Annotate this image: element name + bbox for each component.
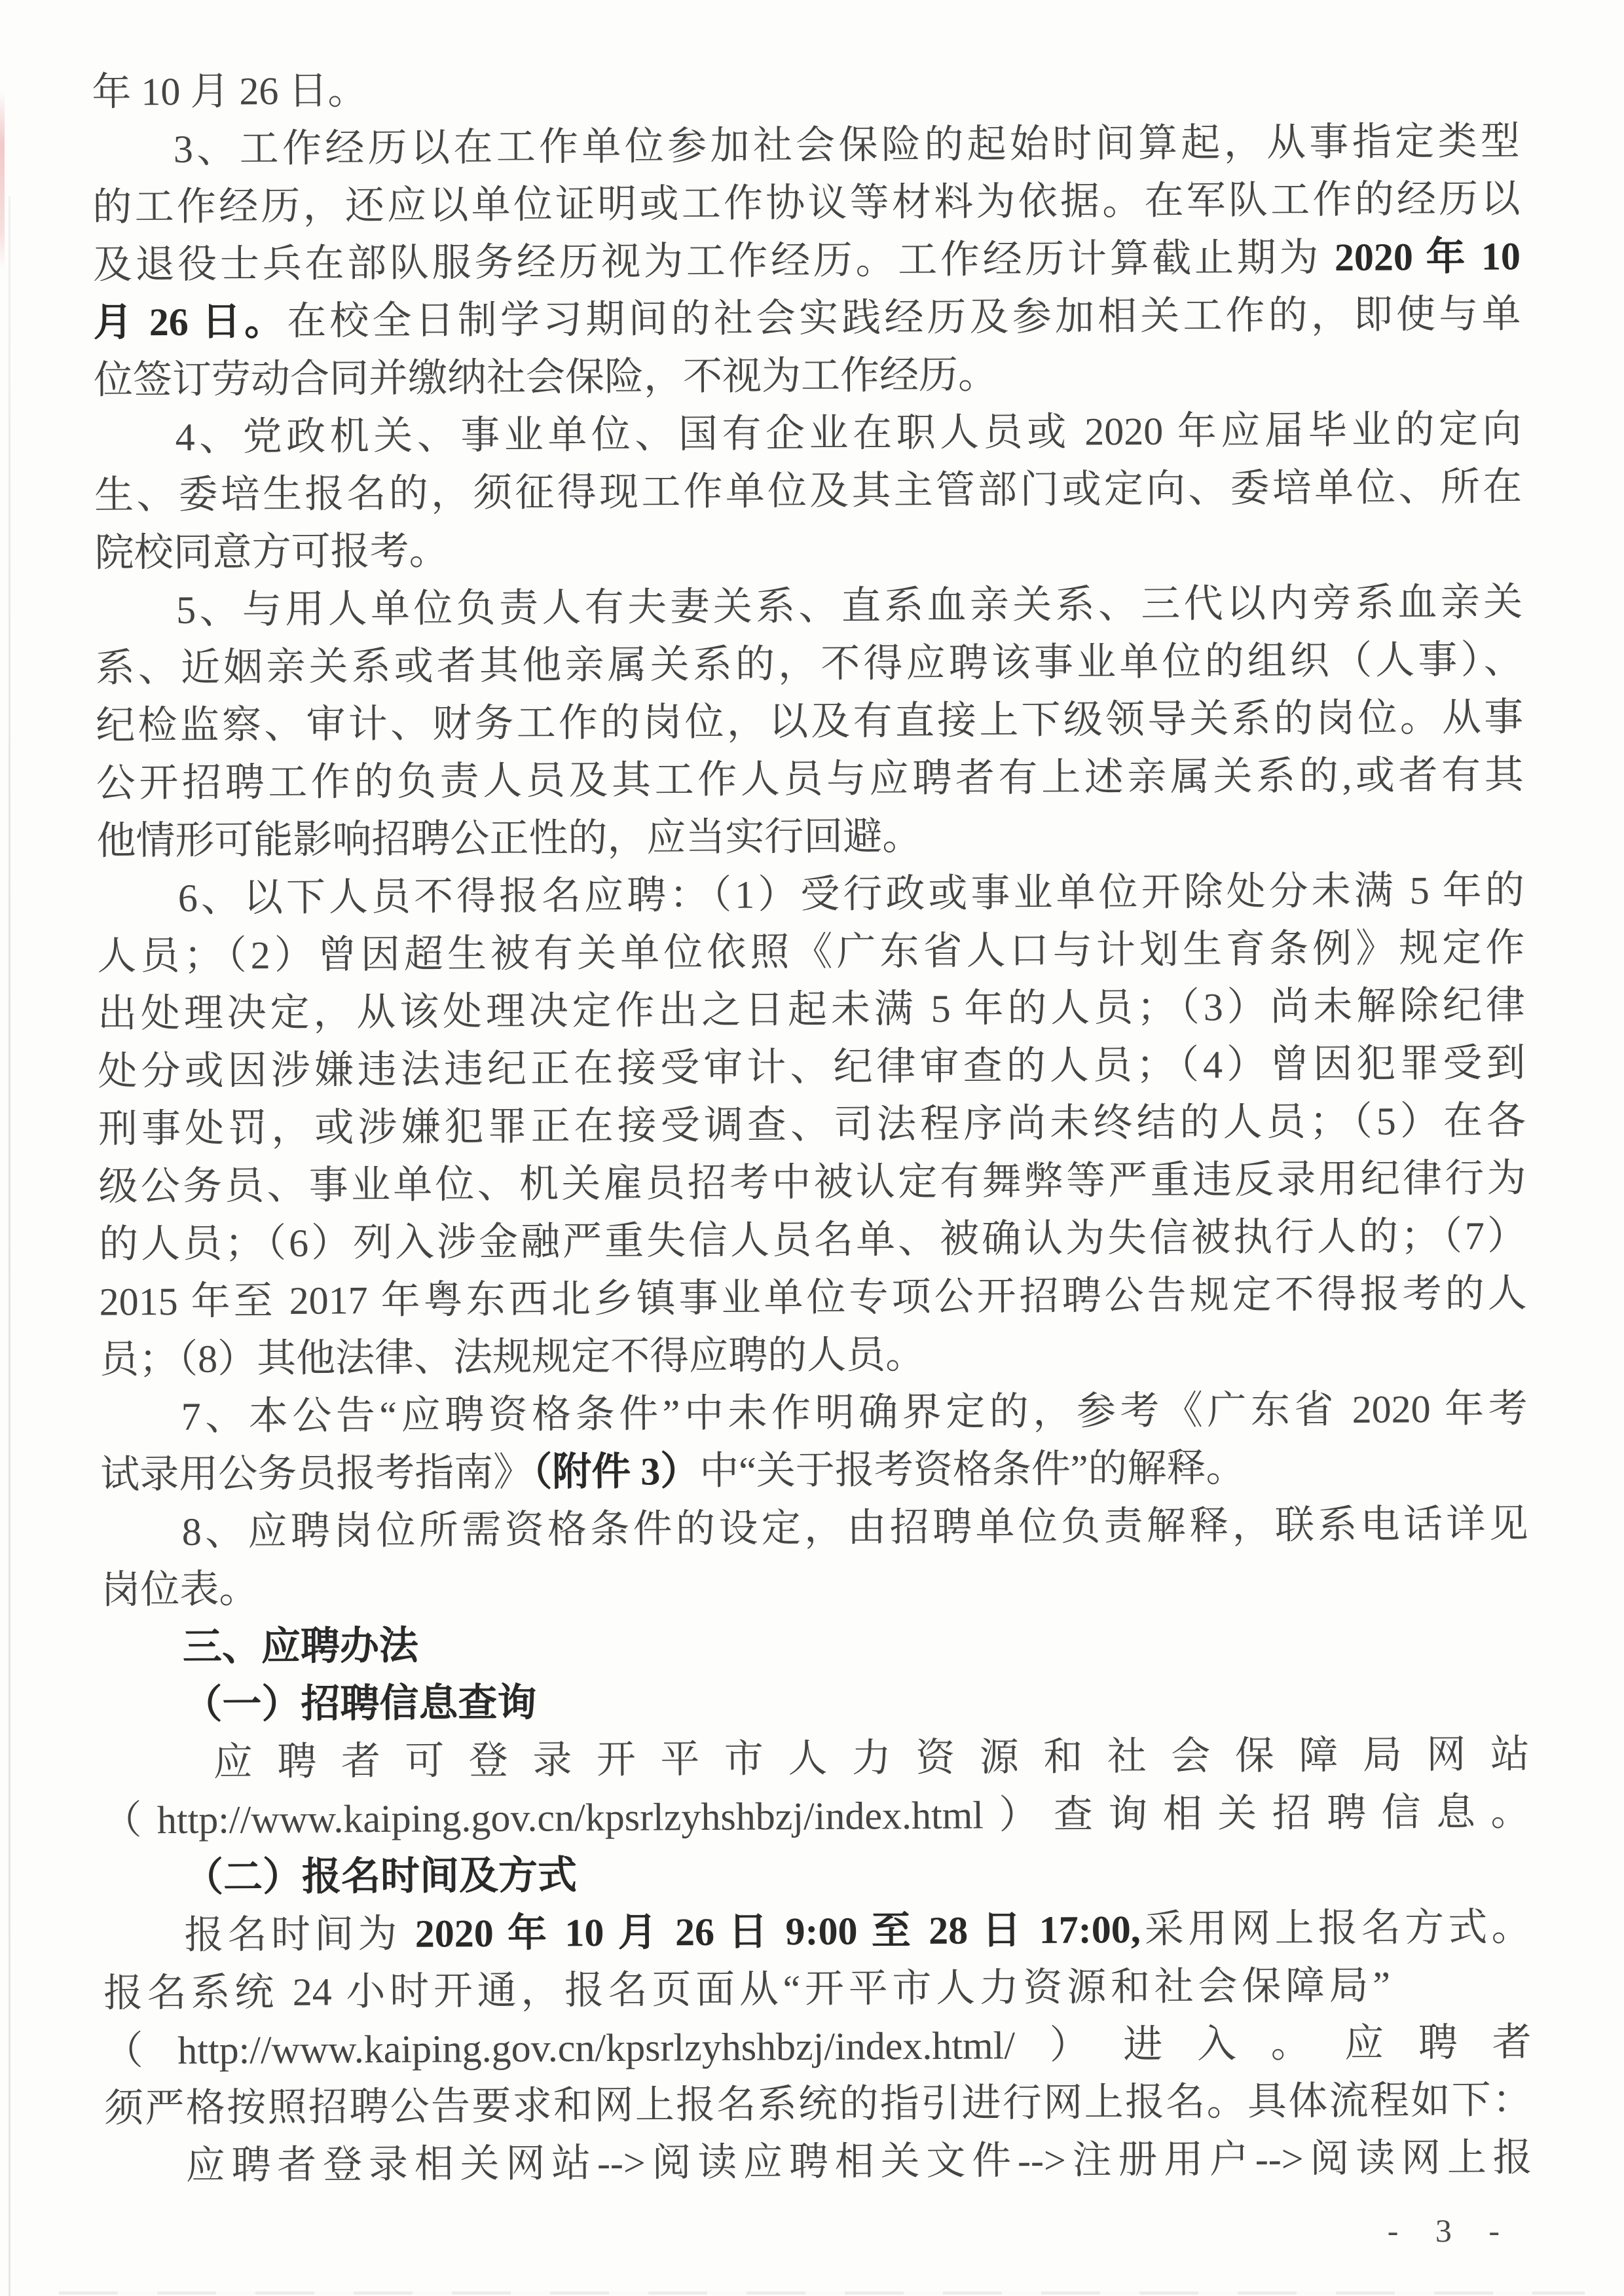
text-segment: 在校全日制学习期间的社会实践经历及参加相关工作的，即使与单	[287, 292, 1521, 343]
text-segment: 人员；（2）曾因超生被有关单位依照《广东省人口与计划生育条例》规定作	[97, 926, 1525, 978]
text-segment: 采用网上报名方式。	[1140, 1905, 1531, 1951]
text-line	[93, 285, 1521, 351]
text-line	[95, 573, 1522, 639]
text-line	[104, 2071, 1532, 2137]
text-line	[95, 630, 1522, 697]
text-segment: 试录用公务员报考指南》	[100, 1450, 533, 1497]
text-segment: 岗位表。	[101, 1567, 259, 1612]
text-line	[96, 688, 1523, 754]
bold-text-segment: （附件 3）	[532, 1449, 700, 1494]
text-segment: 中“关于报考资格条件”的解释。	[699, 1446, 1246, 1493]
text-line	[100, 1322, 1527, 1388]
bold-text-segment: 三、应聘办法	[182, 1624, 419, 1669]
text-segment: 院校同意方可报考。	[94, 529, 449, 575]
text-segment: 3、工作经历以在工作单位参加社会保险的起始时间算起，从事指定类型	[173, 119, 1521, 171]
text-line	[96, 803, 1524, 869]
text-line	[92, 170, 1520, 236]
text-segment: （http://www.kaiping.gov.cn/kpsrlzyhshbzj/index.html）查询相关招聘信息。	[102, 1790, 1530, 1842]
text-segment: 出处理决定，从该处理决定作出之日起未满 5 年的人员；（3）尚未解除纪律	[97, 983, 1526, 1036]
text-segment: 员；（8）其他法律、法规规定不得应聘的人员。	[99, 1332, 925, 1381]
text-segment: 报名系统 24 小时开通，报名页面从“开平市人力资源和社会保障局”	[103, 1963, 1391, 2015]
bold-text-segment: 月 26 日。	[93, 299, 287, 344]
text-line	[103, 1840, 1530, 1906]
text-line	[103, 1898, 1530, 1964]
text-line	[97, 919, 1524, 985]
text-segment: （http://www.kaiping.gov.cn/kpsrlzyhshbzj/index.html/）进入。应聘者	[103, 2020, 1532, 2073]
text-line	[98, 976, 1525, 1042]
text-segment: 2015 年至 2017 年粤东西北乡镇事业单位专项公开招聘公告规定不得报考的人	[99, 1271, 1527, 1324]
bold-text-segment: 2020 年 10	[1334, 234, 1521, 280]
text-segment: 7、本公告“应聘资格条件”中未作明确界定的，参考《广东省 2020 年考	[181, 1387, 1528, 1438]
text-segment: 生、委培生报名的，须征得现工作单位及其主管部门或定向、委培单位、所在	[94, 465, 1522, 517]
text-line	[103, 2013, 1531, 2079]
text-line	[104, 2128, 1532, 2195]
scan-artifact-bottom-smear	[59, 2291, 1585, 2295]
text-line	[102, 1783, 1530, 1849]
bold-text-segment: （一）招聘信息查询	[183, 1681, 537, 1726]
text-line	[98, 1091, 1526, 1157]
text-line	[101, 1667, 1529, 1734]
text-segment: 须严格按照招聘公告要求和网上报名系统的指引进行网上报名。具体流程如下：	[103, 2078, 1532, 2130]
text-segment: 的工作经历，还应以单位证明或工作协议等材料为依据。在军队工作的经历以	[92, 177, 1521, 229]
text-segment: 6、以下人员不得报名应聘：（1）受行政或事业单位开除处分未满 5 年的	[177, 868, 1525, 920]
text-line	[99, 1264, 1526, 1330]
text-line	[98, 1149, 1526, 1215]
text-line	[101, 1552, 1528, 1618]
text-line	[100, 1437, 1528, 1503]
text-line	[102, 1725, 1530, 1791]
text-segment: 纪检监察、审计、财务工作的岗位，以及有直接上下级领导关系的岗位。从事	[96, 695, 1524, 748]
text-segment: 他情形可能影响招聘公正性的，应当实行回避。	[96, 814, 922, 863]
text-segment: 位签订劳动合同并缴纳社会保险，不视为工作经历。	[93, 353, 998, 402]
text-line	[96, 746, 1524, 812]
text-segment: 5、与用人单位负责人有夫妻关系、直系血亲关系、三代以内旁系血亲关	[175, 580, 1523, 632]
text-segment: 刑事处罚，或涉嫌犯罪正在接受调查、司法程序尚未终结的人员；（5）在各	[98, 1099, 1526, 1151]
text-line	[94, 458, 1522, 524]
text-line	[99, 1207, 1526, 1273]
text-line	[103, 1956, 1531, 2022]
bold-text-segment: 2020 年 10 月 26 日 9:00 至 28 日 17:00,	[415, 1907, 1141, 1956]
text-segment: 处分或因涉嫌违法违纪正在接受审计、纪律审查的人员；（4）曾因犯罪受到	[98, 1041, 1526, 1093]
text-line	[100, 1379, 1527, 1446]
page-number: - 3 -	[1387, 2212, 1514, 2249]
text-line	[92, 54, 1519, 120]
text-segment: 年 10 月 26 日。	[92, 69, 367, 114]
text-segment: 及退役士兵在部队服务经历视为工作经历。工作经历计算截止期为	[92, 236, 1335, 287]
text-segment: 系、近姻亲关系或者其他亲属关系的，不得应聘该事业单位的组织（人事）、	[95, 638, 1523, 690]
scan-artifact-pink-streak	[0, 92, 5, 268]
text-segment: 报名时间为	[184, 1912, 415, 1957]
text-line	[98, 1034, 1525, 1100]
text-line	[101, 1495, 1528, 1561]
text-line	[94, 342, 1521, 409]
text-segment: 公开招聘工作的负责人员及其工作人员与应聘者有上述亲属关系的,或者有其	[96, 753, 1524, 805]
text-line	[92, 112, 1520, 178]
document-body	[92, 54, 1532, 2195]
text-segment: 级公务员、事业单位、机关雇员招考中被认定有舞弊等严重违反录用纪律行为	[98, 1156, 1526, 1209]
text-segment: 8、应聘岗位所需资格条件的设定，由招聘单位负责解释，联系电话详见	[181, 1502, 1528, 1554]
scan-artifact-left-line	[9, 196, 10, 2296]
text-line	[93, 227, 1521, 293]
text-segment: 应聘者登录相关网站-->阅读应聘相关文件-->注册用户-->阅读网上报	[185, 2136, 1532, 2187]
bold-text-segment: （二）报名时间及方式	[183, 1853, 578, 1899]
text-line	[94, 515, 1522, 581]
text-segment: 4、党政机关、事业单位、国有企业在职人员或 2020 年应届毕业的定向	[175, 407, 1522, 459]
text-line	[97, 861, 1524, 927]
text-segment: 应聘者可登录开平市人力资源和社会保障局网站	[213, 1732, 1530, 1784]
text-line	[101, 1610, 1529, 1676]
text-segment: 的人员；（6）列入涉金融严重失信人员名单、被确认为失信被执行人的；（7）	[98, 1214, 1527, 1266]
text-line	[94, 400, 1521, 466]
